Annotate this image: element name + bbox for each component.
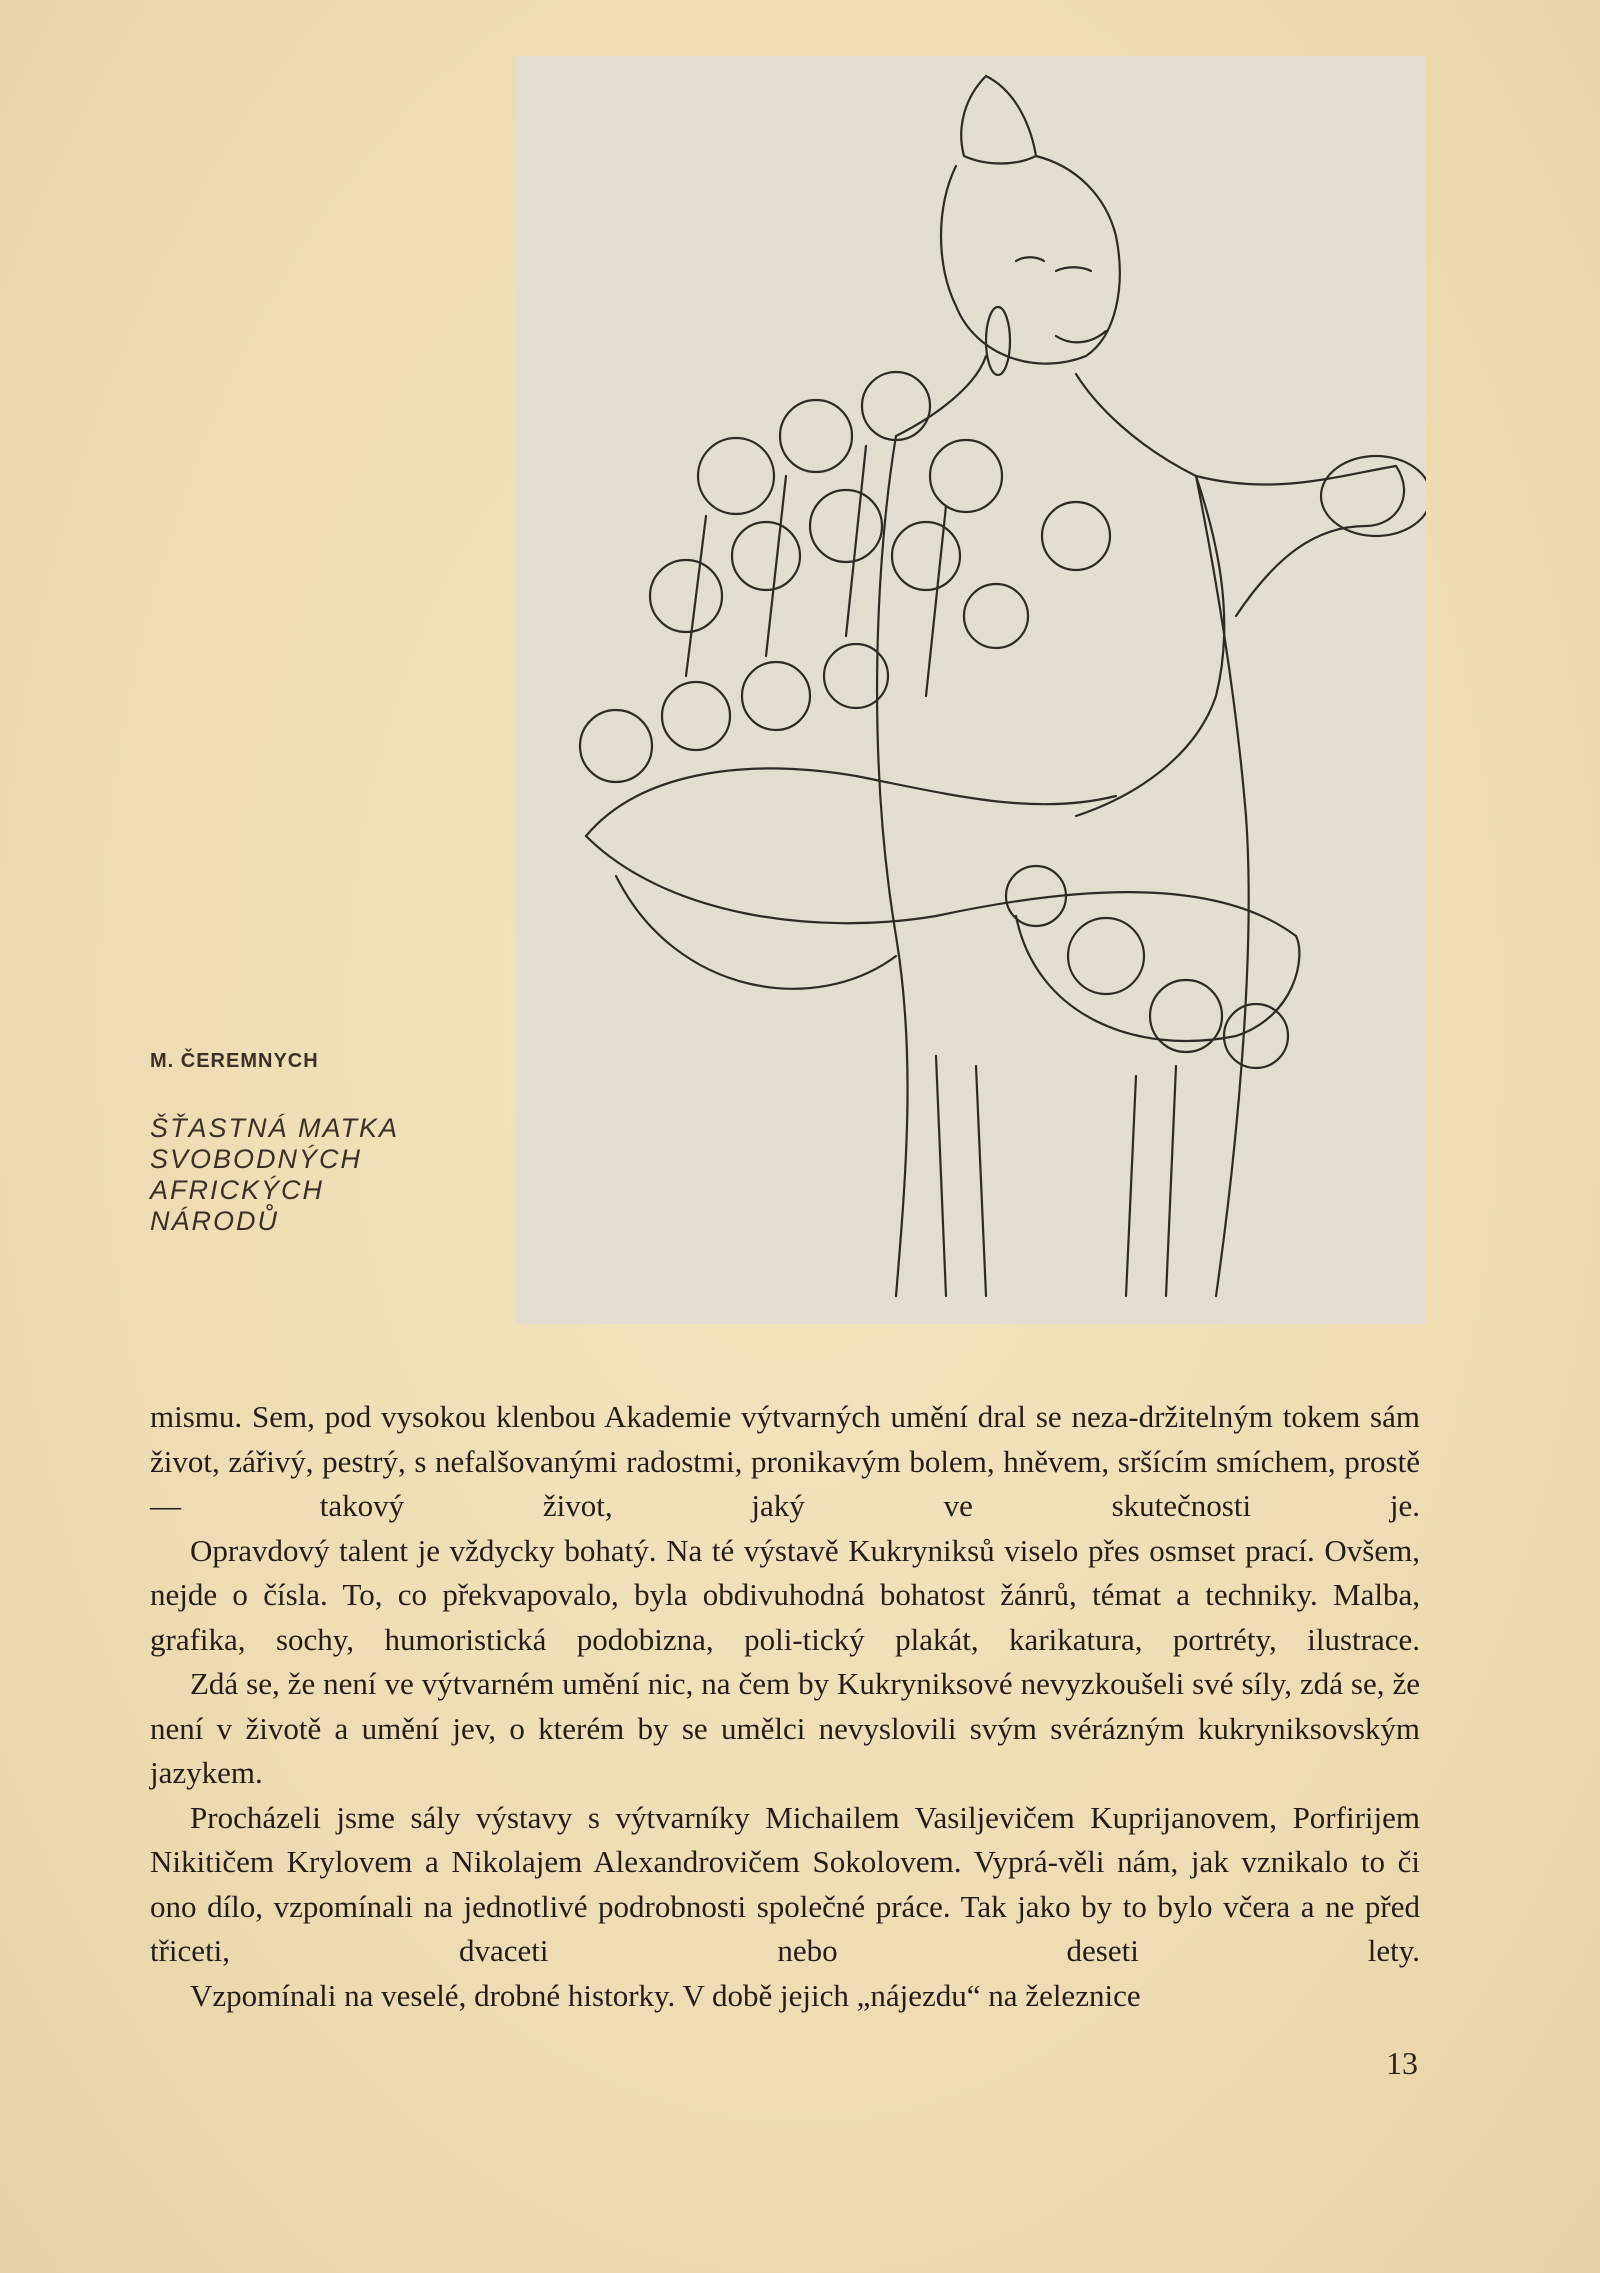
artwork-title — [150, 1113, 450, 1237]
paragraph: Opravdový talent je vždycky bohatý. Na té výstavě Kukryniksů viselo přes osmset prací. Ovšem, nejde o čísla. To, co překvapovalo, byla obdivuhodná bohatost žánrů, témat a techniky. Malba, grafika, sochy, humoristická podobizna, poli-tický plakát, karikatura, portréty, ilustrace. — [150, 1532, 1420, 1657]
artwork-title-line: AFRICKÝCH — [150, 1175, 325, 1205]
page-number: 13 — [1386, 2045, 1418, 2081]
paragraph: Procházeli jsme sály výstavy s výtvarníky Michailem Vasiljevičem Kuprijanovem, Porfirijem Nikitičem Krylovem a Nikolajem Alexandrovičem Sokolovem. Vyprá-věli nám, jak vznikalo to či ono dílo, vzpomínali na jednotlivé podrobnosti společné práce. Tak jako by to bylo včera a ne před třiceti, dvaceti nebo deseti lety. — [150, 1799, 1420, 1968]
mother-with-babies-drawing-icon — [516, 56, 1426, 1324]
artist-name: M. ČEREMNYCH — [150, 1050, 319, 1072]
body-text — [150, 1395, 1420, 2018]
paragraph: mismu. Sem, pod vysokou klenbou Akademie výtvarných umění dral se neza-držitelným tokem sám život, zářivý, pestrý, s nefalšovanými radostmi, pronikavým bolem, hněvem, sršícím smíchem, prostě — takový život, jaký ve skutečnosti je. — [150, 1399, 1420, 1523]
artwork-title-line: SVOBODNÝCH — [150, 1144, 363, 1174]
artwork-title-line: NÁRODŮ — [150, 1206, 280, 1236]
artwork-title-line: ŠŤASTNÁ MATKA — [150, 1113, 400, 1143]
paragraph: Zdá se, že není ve výtvarném umění nic, na čem by Kukryniksové nevyzkoušeli své síly, zdá se, že není v životě a umění jev, o kterém by se umělci nevyslovili svým svérázným kukryniksovským jazykem. — [150, 1666, 1420, 1790]
illustration — [516, 56, 1426, 1324]
paragraph: Vzpomínali na veselé, drobné historky. V době jejich „nájezdu“ na železnice — [190, 1977, 1141, 2013]
